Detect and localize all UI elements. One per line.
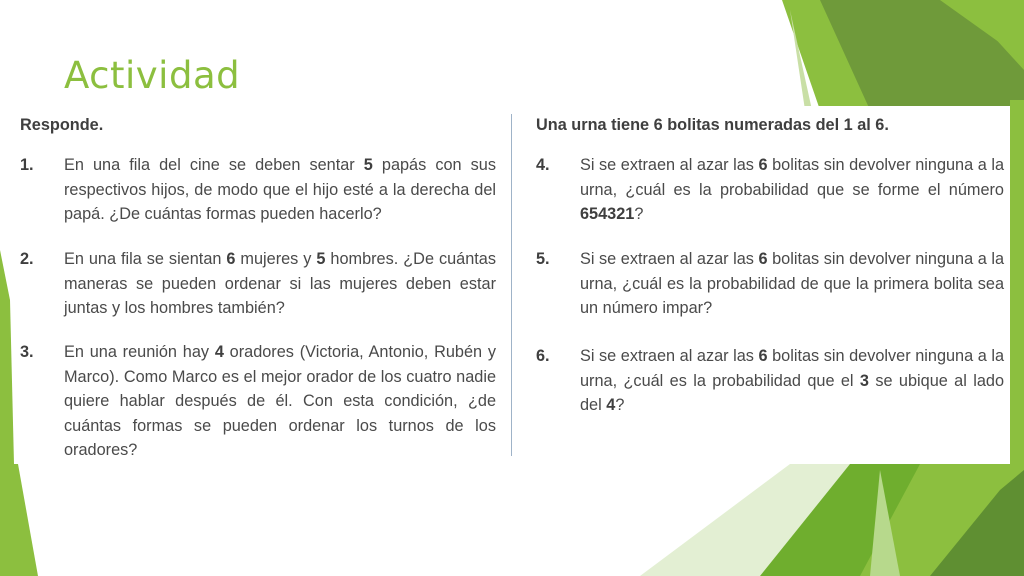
- question-number: 2.: [20, 250, 34, 268]
- right-heading: Una urna tiene 6 bolitas numeradas del 1 al 6.: [536, 116, 889, 134]
- column-divider: [511, 114, 512, 456]
- question-text: Si se extraen al azar las 6 bolitas sin devolver ninguna a la urna, ¿cuál es la probabilidad de que la primera bolita sea un número impar?: [580, 250, 1005, 317]
- question-number: 3.: [20, 343, 34, 361]
- slide-title: Actividad: [64, 54, 241, 97]
- decor-facet: [0, 464, 38, 576]
- question-text: En una reunión hay 4 oradores (Victoria, Antonio, Rubén y Marco). Como Marco es el mejor orador de los cuatro nadie quiere hablar después de él. Con esta condición, ¿de cuántas formas se pueden ordenar los turnos de los oradores?: [64, 343, 496, 459]
- question-number: 4.: [536, 156, 550, 174]
- decor-facet: [0, 250, 14, 464]
- question-number: 1.: [20, 156, 34, 174]
- question-text: Si se extraen al azar las 6 bolitas sin devolver ninguna a la urna, ¿cuál es la probabilidad que se forme el número 654321?: [580, 156, 1005, 223]
- question-number: 5.: [536, 250, 550, 268]
- left-heading: Responde.: [20, 116, 104, 134]
- question-text: En una fila se sientan 6 mujeres y 5 hombres. ¿De cuántas maneras se pueden ordenar si las mujeres deben estar juntas y los hombres también?: [64, 250, 496, 317]
- worksheet-image: [14, 106, 1010, 464]
- decor-facet: [1010, 100, 1024, 470]
- question-text: En una fila del cine se deben sentar 5 papás con sus respectivos hijos, de modo que el hijo esté a la derecha del papá. ¿De cuántas formas pueden hacerlo?: [64, 156, 496, 223]
- question-text: Si se extraen al azar las 6 bolitas sin devolver ninguna a la urna, ¿cuál es la probabilidad que el 3 se ubique al lado del 4?: [580, 347, 1005, 414]
- question-number: 6.: [536, 347, 550, 365]
